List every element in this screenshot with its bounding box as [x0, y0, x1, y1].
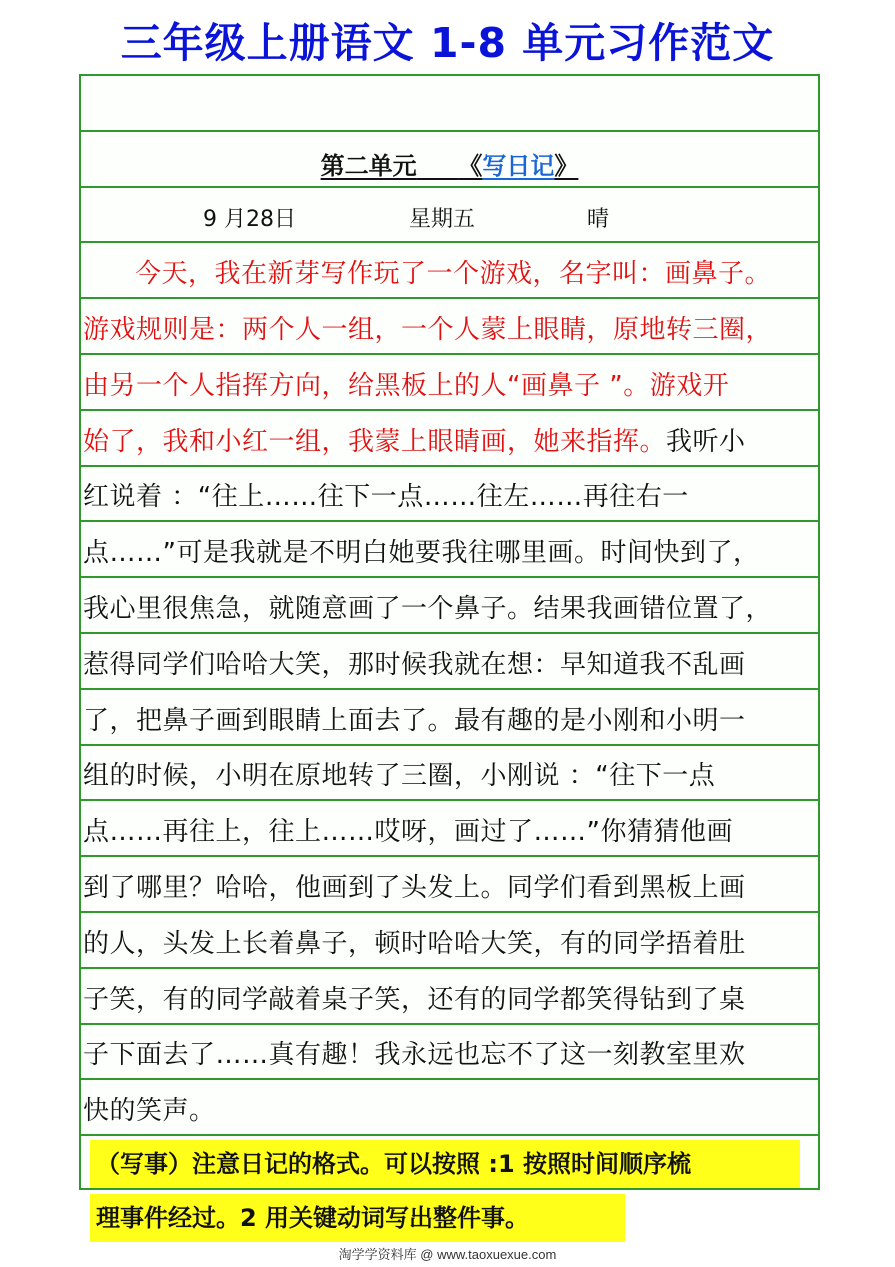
date-row — [81, 188, 818, 244]
title-close-bracket: 》 — [554, 151, 579, 180]
essay-title: 写日记 — [482, 151, 555, 180]
diary-weekday: 星期五 — [409, 207, 476, 233]
page-title: 三年级上册语文 1-8 单元习作范文 — [120, 19, 775, 67]
diary-date: 9 月28日 — [203, 207, 296, 233]
text-row — [81, 299, 818, 355]
text-line: 快的笑声。 — [83, 1096, 216, 1127]
text-row — [81, 355, 818, 411]
text-row — [81, 969, 818, 1025]
text-row — [81, 690, 818, 746]
red-text: 由另一个人指挥方向，给黑板上的人“画鼻子 ”。游戏开 — [83, 370, 730, 401]
writing-tip-line-2: 理事件经过。2 用关键动词写出整件事。 — [90, 1194, 625, 1242]
text-line: 点……再往上，往上……哎呀，画过了……”你猜猜他画 — [83, 817, 733, 848]
text-row — [81, 857, 818, 913]
text-line — [83, 257, 771, 291]
red-text: 游戏规则是：两个人一组，一个人蒙上眼睛，原地转三圈 — [83, 314, 746, 345]
text-row — [81, 411, 818, 467]
text-line — [83, 313, 772, 347]
text-line — [83, 592, 772, 626]
text-line — [83, 425, 746, 459]
unit-heading — [81, 150, 818, 182]
text-line: 组的时候，小明在原地转了三圈，小刚说 ：“往下一点 — [83, 761, 716, 792]
line-tail: ， — [745, 593, 773, 624]
heading-row — [81, 132, 818, 188]
black-text: 我听小 — [666, 426, 746, 457]
red-text: 今天，我在新芽写作玩了一个游戏，名字叫：画鼻子 — [135, 259, 745, 290]
text-row — [81, 634, 818, 690]
text-row — [81, 913, 818, 969]
title-open-bracket: 《 — [458, 151, 483, 180]
black-text: 点……”可是我就是不明白她要我往哪里画。时间快到了 — [83, 538, 733, 569]
red-text: 始了，我和小红一组，我蒙上眼睛画，她来指挥。 — [83, 426, 667, 457]
text-line — [83, 536, 760, 570]
text-row — [81, 243, 818, 299]
text-row — [81, 522, 818, 578]
text-line: 了，把鼻子画到眼睛上面去了。最有趣的是小刚和小明一 — [83, 705, 746, 736]
watermark: 淘学学资料库 @ www.taoxuexue.com — [338, 1247, 557, 1262]
text-row — [81, 1025, 818, 1081]
text-line: 到了哪里？哈哈，他画到了头发上。同学们看到黑板上画 — [83, 872, 746, 903]
line-tail: ， — [745, 314, 773, 345]
text-row — [81, 467, 818, 523]
text-row — [81, 1080, 818, 1136]
text-line: 子下面去了……真有趣！我永远也忘不了这一刻教室里欢 — [83, 1040, 746, 1071]
line-tail: 。 — [744, 259, 772, 290]
heading-gap — [417, 152, 459, 180]
text-line: 惹得同学们哈哈大笑，那时候我就在想：早知道我不乱画 — [83, 649, 746, 680]
line-tail: ， — [732, 538, 760, 569]
essay-sheet — [79, 74, 820, 1190]
blank-row — [81, 76, 818, 132]
diary-weather: 晴 — [587, 207, 610, 233]
unit-label: 第二单元 — [320, 151, 417, 180]
text-row — [81, 578, 818, 634]
text-line: 的人，头发上长着鼻子，顿时哈哈大笑，有的同学捂着肚 — [83, 928, 746, 959]
black-text: 我心里很焦急，就随意画了一个鼻子。结果我画错位置了 — [83, 593, 746, 624]
text-line: 红说着 ：“往上……往下一点……往左……再往右一 — [83, 482, 689, 513]
text-row — [81, 801, 818, 857]
text-row — [81, 746, 818, 802]
text-line: 子笑，有的同学敲着桌子笑，还有的同学都笑得钻到了桌 — [83, 984, 746, 1015]
text-line — [83, 369, 729, 403]
writing-tip-line-1: （写事）注意日记的格式。可以按照 :1 按照时间顺序梳 — [90, 1140, 800, 1188]
